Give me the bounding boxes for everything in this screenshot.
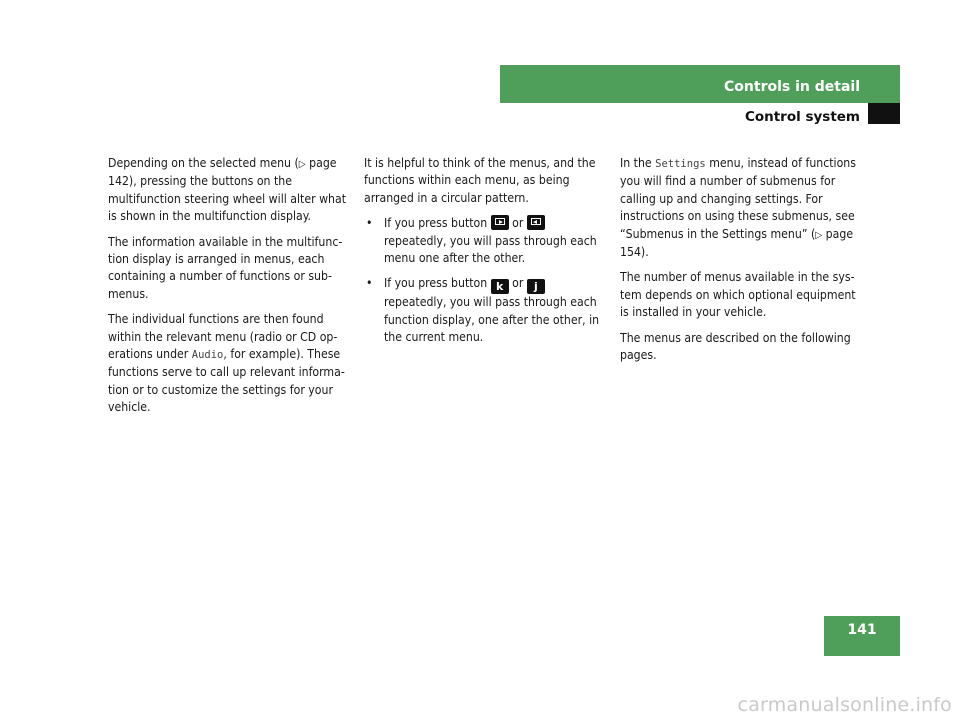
paragraph-text: menu, instead of functions you will find a number of submenus for calling up and changing settings. For instructions on using these submenus, see “Submenus in the Settings menu” ( [620, 156, 856, 241]
bullet-text: or [508, 276, 527, 291]
paragraph-text: , for example). These functions serve to call up relevant informa-tion or to customize the settings for your vehicle. [108, 347, 345, 415]
text-column-3 [620, 155, 862, 372]
arrow-up-button-icon: k [491, 279, 509, 294]
bullet-item [364, 215, 606, 267]
page-number: 141 [847, 622, 877, 638]
bullet-icon: • [366, 216, 373, 231]
page-ref-arrow-icon: ▷ [815, 229, 823, 241]
arrow-down-button-icon: j [527, 279, 545, 294]
paragraph-text: In the [620, 156, 656, 170]
paragraph: The information available in the multifunc-tion display is arranged in menus, each containing a number of functions or sub-menus. [108, 234, 343, 301]
paragraph [620, 155, 862, 261]
page-number-box [824, 616, 900, 656]
previous-menu-button-icon [527, 215, 545, 230]
bullet-item [364, 275, 606, 346]
bullet-text: If you press button [384, 276, 491, 291]
paragraph-text: Depending on the selected menu ( [108, 156, 299, 170]
section-header-band [500, 65, 900, 103]
section-title: Controls in detail [724, 79, 860, 95]
bullet-text: repeatedly, you will pass through each function display, one after the other, in the current menu. [384, 295, 600, 345]
paragraph-text: The individual functions are then found within the relevant menu (radio or CD op-erations under [108, 312, 338, 362]
bullet-text: If you press button [384, 216, 491, 231]
bullet-text: or [508, 216, 527, 231]
next-menu-button-icon [491, 215, 509, 230]
paragraph [108, 311, 350, 416]
text-column-1 [108, 155, 350, 425]
text-column-2 [364, 155, 606, 355]
paragraph: The menus are described on the following pages. [620, 330, 851, 363]
paragraph-text: page 142), pressing the buttons on the multifunction steering wheel will alter what is shown in the multifunction display. [108, 156, 347, 224]
subsection-title: Control system [744, 109, 860, 125]
bullet-icon: • [366, 276, 373, 291]
paragraph [108, 155, 350, 226]
paragraph: It is helpful to think of the menus, and the functions within each menu, as being arranged in a circular pattern. [364, 156, 596, 205]
paragraph: The number of menus available in the sys-tem depends on which optional equipment is installed in your vehicle. [620, 270, 856, 320]
display-term-audio: Audio [191, 349, 224, 362]
page-ref-arrow-icon: ▷ [298, 159, 306, 170]
paragraph-text: page 154). [620, 226, 854, 260]
display-term-settings: Settings [655, 158, 706, 170]
watermark: carmanualsonline.info [737, 693, 952, 716]
bullet-text: repeatedly, you will pass through each menu one after the other. [384, 233, 597, 266]
thumb-tab-marker [868, 103, 900, 124]
